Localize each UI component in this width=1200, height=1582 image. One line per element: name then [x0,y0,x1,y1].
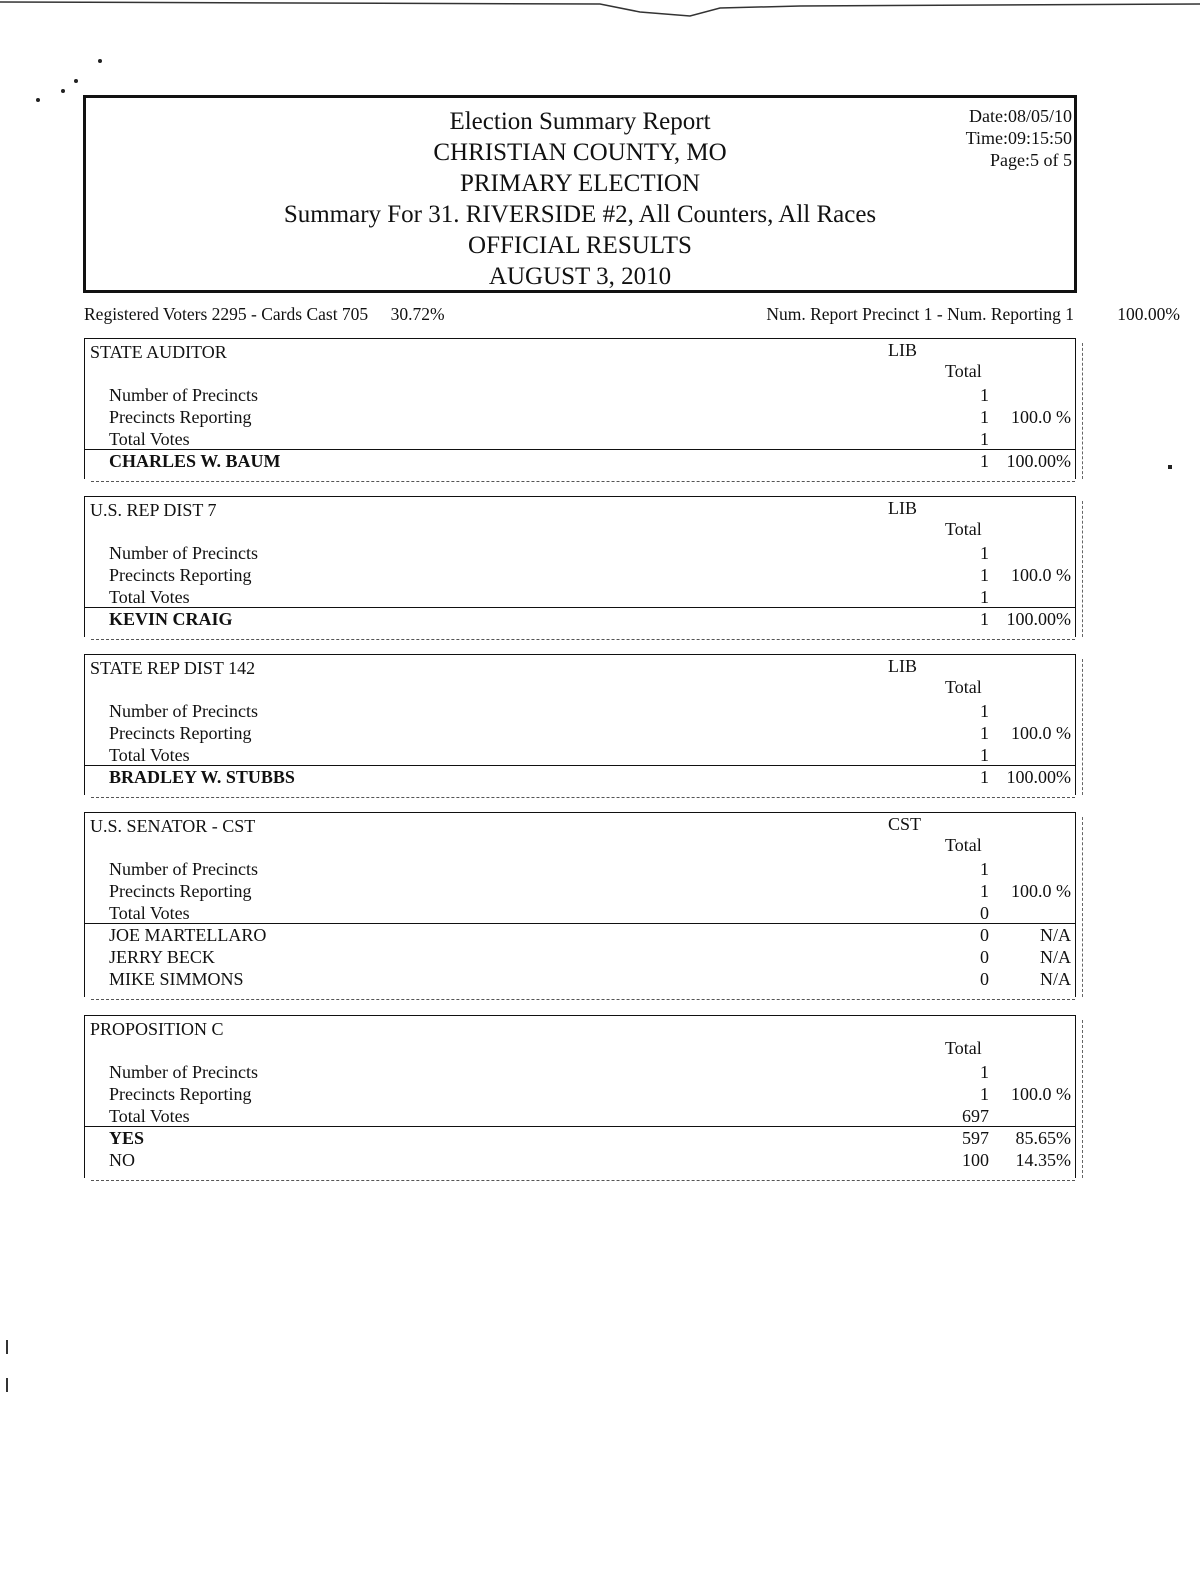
report-page: Page:5 of 5 [990,150,1072,170]
registered-voters [84,304,445,325]
results-divider [85,765,1075,766]
scan-edge [1080,343,1083,479]
party-label: LIB [888,656,917,676]
row-value: 1 [980,587,989,607]
row-percent: 100.0 % [1011,881,1071,901]
candidate-row [85,1128,1075,1150]
candidate-row [85,767,1075,789]
total-column-header: Total [945,835,982,855]
row-value: 1 [980,859,989,879]
number-of-precincts-row [85,859,1075,881]
election-name: PRIMARY ELECTION [459,170,701,197]
row-value: 0 [980,903,989,923]
candidate-name: JOE MARTELLARO [109,925,267,945]
row-label: Total Votes [109,587,190,607]
precincts-reporting-row [85,565,1075,587]
party-label: LIB [888,498,917,518]
race-title: U.S. REP DIST 7 [90,500,217,520]
row-value: 1 [980,385,989,405]
candidate-name: JERRY BECK [109,947,215,967]
row-percent: 100.0 % [1011,407,1071,427]
scan-edge [1080,659,1083,795]
total-votes-row [85,1106,1075,1128]
row-percent: 100.0 % [1011,723,1071,743]
race-bottom-edge [91,639,1075,640]
row-label: Total Votes [109,903,190,923]
race-bottom-edge [91,999,1075,1000]
row-label: Total Votes [109,745,190,765]
precincts-reporting-row [85,723,1075,745]
total-votes-row [85,745,1075,767]
candidate-row [85,451,1075,473]
reporting-summary [766,304,1074,325]
report-title: Election Summary Report [449,108,711,135]
reporting-text: Num. Report Precinct 1 - Num. Reporting 1 [766,304,1074,324]
candidate-row [85,609,1075,631]
precincts-reporting-row [85,881,1075,903]
scan-edge-artifact [0,0,1200,30]
row-value: 1 [980,543,989,563]
number-of-precincts-row [85,543,1075,565]
row-label: Number of Precincts [109,385,258,405]
report-meta [966,105,1072,171]
report-date: Date:08/05/10 [969,106,1072,126]
row-label: Total Votes [109,429,190,449]
candidate-percent: N/A [1040,969,1071,989]
race-block [84,654,1076,795]
report-time: Time:09:15:50 [965,128,1072,148]
results-divider [85,1126,1075,1127]
number-of-precincts-row [85,1062,1075,1084]
candidate-votes: 1 [980,767,989,787]
candidate-row [85,1150,1075,1172]
official-results: OFFICIAL RESULTS [468,232,692,259]
scan-speck [1168,465,1172,469]
row-value: 1 [980,701,989,721]
row-label: Precincts Reporting [109,723,252,743]
candidate-votes: 0 [980,947,989,967]
results-divider [85,449,1075,450]
party-label: CST [888,814,922,834]
row-value: 1 [980,723,989,743]
row-value: 697 [962,1106,989,1126]
race-title: STATE REP DIST 142 [90,658,256,678]
candidate-percent: 100.00% [1006,767,1071,787]
reporting-pct: 100.00% [1117,304,1180,324]
race-block [84,812,1076,997]
race-title: PROPOSITION C [90,1019,224,1039]
candidate-percent: N/A [1040,947,1071,967]
race-block [84,338,1076,479]
turnout-pct: 30.72% [390,304,445,324]
candidate-name: KEVIN CRAIG [109,609,233,629]
report-header [83,95,1077,293]
row-value: 1 [980,429,989,449]
race-title: STATE AUDITOR [90,342,227,362]
race-title: U.S. SENATOR - CST [90,816,256,836]
candidate-votes: 100 [962,1150,989,1170]
race-block [84,496,1076,637]
candidate-percent: 85.65% [1015,1128,1071,1148]
candidate-votes: 597 [962,1128,989,1148]
candidate-row [85,969,1075,991]
candidate-votes: 1 [980,609,989,629]
row-label: Number of Precincts [109,543,258,563]
race-bottom-edge [91,1180,1075,1181]
total-votes-row [85,903,1075,925]
row-label: Precincts Reporting [109,407,252,427]
candidate-row [85,947,1075,969]
candidate-row [85,925,1075,947]
race-bottom-edge [91,481,1075,482]
candidate-votes: 1 [980,451,989,471]
candidate-name: BRADLEY W. STUBBS [109,767,295,787]
candidate-percent: 100.00% [1006,609,1071,629]
total-column-header: Total [945,1038,982,1058]
candidate-percent: N/A [1040,925,1071,945]
row-label: Precincts Reporting [109,1084,252,1104]
margin-mark [6,1340,8,1354]
candidate-percent: 100.00% [1006,451,1071,471]
summary-for: Summary For 31. RIVERSIDE #2, All Counters, All Races [283,201,877,228]
results-divider [85,607,1075,608]
row-percent: 100.0 % [1011,1084,1071,1104]
candidate-name: MIKE SIMMONS [109,969,244,989]
row-label: Number of Precincts [109,859,258,879]
results-divider [85,923,1075,924]
total-votes-row [85,587,1075,609]
election-date: AUGUST 3, 2010 [488,263,672,290]
total-column-header: Total [945,361,982,381]
candidate-name: CHARLES W. BAUM [109,451,281,471]
total-column-header: Total [945,519,982,539]
row-value: 1 [980,1062,989,1082]
county-name: CHRISTIAN COUNTY, MO [433,139,727,166]
margin-mark [6,1378,8,1392]
row-label: Precincts Reporting [109,565,252,585]
number-of-precincts-row [85,701,1075,723]
candidate-votes: 0 [980,925,989,945]
total-votes-row [85,429,1075,451]
row-value: 1 [980,565,989,585]
race-bottom-edge [91,797,1075,798]
scan-edge [1080,817,1083,997]
row-label: Precincts Reporting [109,881,252,901]
row-label: Number of Precincts [109,1062,258,1082]
precincts-reporting-row [85,407,1075,429]
scan-edge [1080,1020,1083,1178]
row-label: Total Votes [109,1106,190,1126]
row-value: 1 [980,1084,989,1104]
candidate-name: NO [109,1150,135,1170]
precincts-reporting-row [85,1084,1075,1106]
row-label: Number of Precincts [109,701,258,721]
scan-edge [1080,501,1083,637]
row-percent: 100.0 % [1011,565,1071,585]
candidate-name: YES [109,1128,145,1148]
row-value: 1 [980,745,989,765]
number-of-precincts-row [85,385,1075,407]
total-column-header: Total [945,677,982,697]
race-block [84,1015,1076,1178]
party-label: LIB [888,340,917,360]
candidate-percent: 14.35% [1015,1150,1071,1170]
candidate-votes: 0 [980,969,989,989]
row-value: 1 [980,881,989,901]
registered-voters-text: Registered Voters 2295 - Cards Cast 705 [84,304,369,324]
row-value: 1 [980,407,989,427]
